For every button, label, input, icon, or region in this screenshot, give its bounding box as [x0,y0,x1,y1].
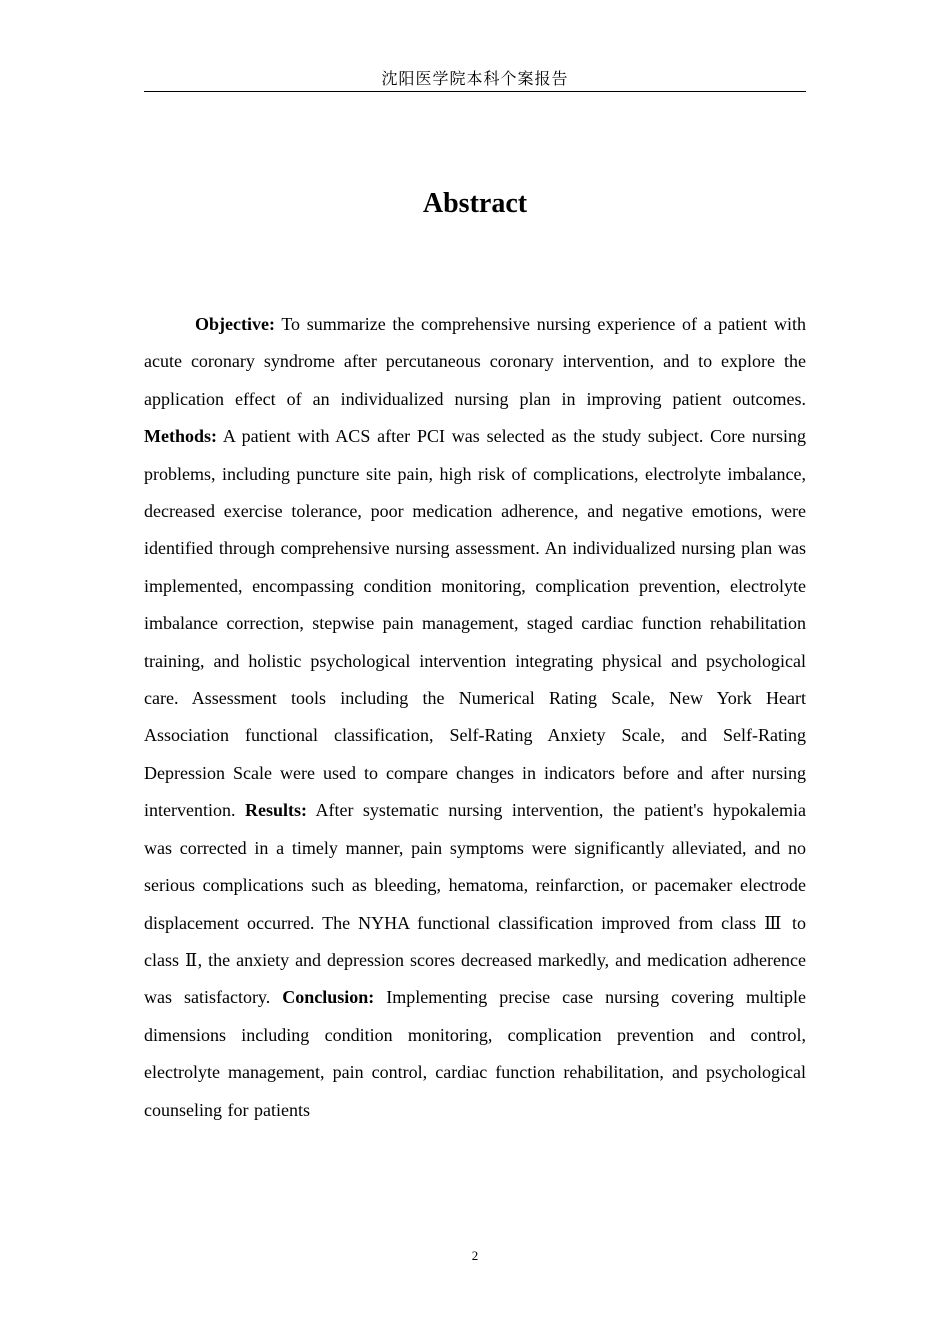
objective-label: Objective: [195,314,275,334]
results-label: Results: [244,800,307,821]
conclusion-text: Implementing precise case nursing covering multiple dimensions including condition monitoring, complication prevention and control, electrolyte management, pain control, cardiac function rehabilitation, and psychological counseling for patients [144,987,807,1120]
results-text: After systematic nursing intervention, the patient's hypokalemia was corrected in a timely manner, pain symptoms were significantly alleviated, and no serious complications such as bleeding, hematoma, reinfarction, or pacemaker electrode displacement occurred. The NYHA functional classification improved from class Ⅲ to class Ⅱ, the anxiety and depression scores decreased markedly, and medication adherence was satisfactory. [144,800,806,1008]
header-rule [144,91,806,92]
abstract-title: Abstract [422,188,528,219]
methods-label: Methods: [144,426,217,447]
objective-text: To summarize the comprehensive nursing experience of a patient with acute coronary syndrome after percutaneous coronary intervention, and to explore the application effect of an individualized nursing plan in improving patient outcomes. [144,314,806,409]
page-number: 2 [471,1248,479,1263]
methods-text: A patient with ACS after PCI was selected as the study subject. Core nursing problems, including puncture site pain, high risk of complications, electrolyte imbalance, decreased exercise tolerance, poor medication adherence, and negative emotions, were identified through comprehensive nursing assessment. An individualized nursing plan was implemented, encompassing condition monitoring, complication prevention, electrolyte imbalance correction, stepwise pain management, staged cardiac function rehabilitation training, and holistic psychological intervention integrating physical and psychological care. Assessment tools including the Numerical Rating Scale, New York Heart Association functional classification, Self-Rating Anxiety Scale, and Self-Rating Depression Scale were used to compare changes in indicators before and after nursing intervention. [144,426,806,821]
conclusion-label: Conclusion: [282,987,375,1008]
abstract-body [144,306,806,1129]
running-header: 沈阳医学院本科个案报告 [381,69,569,88]
